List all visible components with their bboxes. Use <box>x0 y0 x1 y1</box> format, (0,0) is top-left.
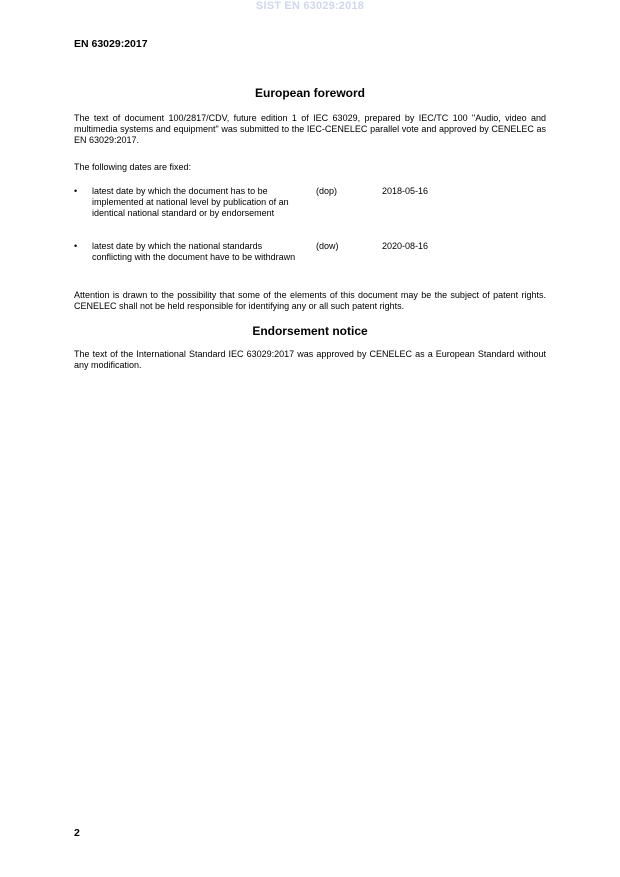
watermark: SIST EN 63029:2018 <box>255 0 365 12</box>
bullet-marker: • <box>74 241 78 251</box>
bullet-marker: • <box>74 186 78 196</box>
date-value: 2020-08-16 <box>382 241 429 251</box>
date-code: (dop) <box>316 186 338 196</box>
attention-paragraph: Attention is drawn to the possibility that some of the elements of this document may be the subject of patent rights. CENELEC shall not be held responsible for identifying any or all such patent rights. <box>74 290 546 311</box>
date-code: (dow) <box>316 241 339 251</box>
endorsement-title: Endorsement notice <box>252 324 368 338</box>
date-value: 2018-05-16 <box>382 186 429 196</box>
foreword-intro: The text of document 100/2817/CDV, future edition 1 of IEC 63029, prepared by IEC/TC 100 "Audio, video and multimedia systems and equipment" was submitted to the IEC-CENELEC parallel vote and approved by CENELEC as EN 63029:2017. <box>74 113 546 145</box>
date-description: latest date by which the document has to be implemented at national level by publication of an identical national standard or by endorsement <box>92 186 289 218</box>
document-id: EN 63029:2017 <box>74 38 148 50</box>
date-row-dow <box>74 241 546 277</box>
endorsement-text: The text of the International Standard IEC 63029:2017 was approved by CENELEC as a European Standard without any modification. <box>74 349 546 370</box>
page-number: 2 <box>74 827 80 839</box>
date-description: latest date by which the national standards conflicting with the document have to be withdrawn <box>92 241 296 262</box>
foreword-title: European foreword <box>254 86 365 100</box>
date-row-dop <box>74 186 546 232</box>
dates-intro: The following dates are fixed: <box>74 162 192 172</box>
